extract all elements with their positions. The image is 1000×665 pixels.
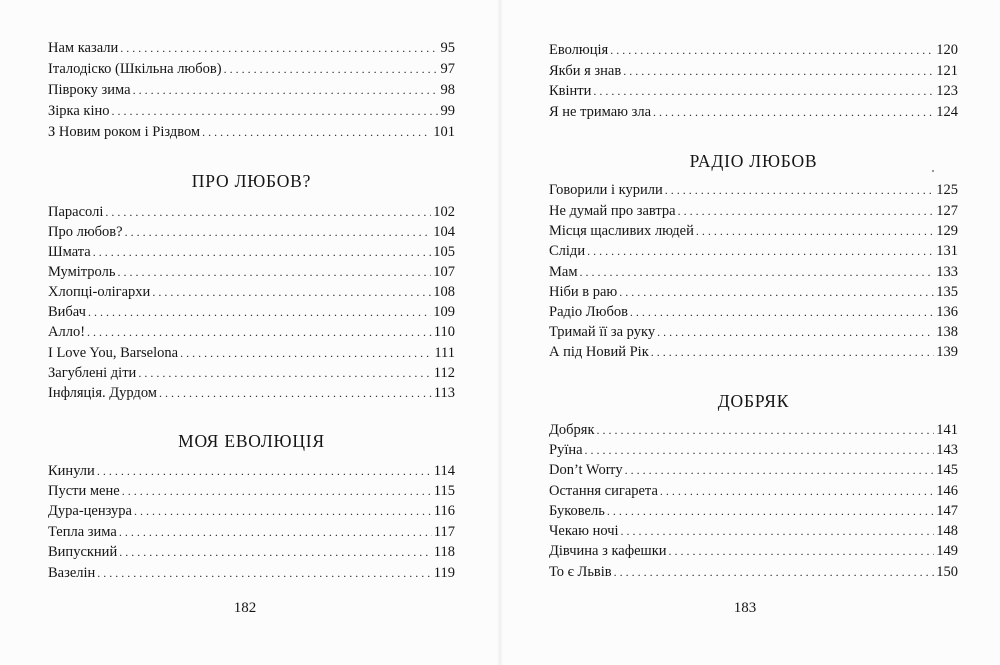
toc-leader-dots (607, 501, 934, 521)
toc-leader-dots (696, 221, 934, 241)
toc-entry-page: 104 (433, 224, 455, 240)
toc-entry (48, 242, 455, 262)
toc-leader-dots (122, 481, 432, 501)
toc-entry (549, 481, 958, 501)
toc-entry-title: Я не тримаю зла (549, 104, 652, 120)
toc-entry-page: 136 (936, 304, 958, 320)
toc-entry (48, 222, 455, 242)
toc-entry (549, 342, 958, 362)
toc-entry (48, 202, 455, 222)
toc-entry (549, 40, 958, 60)
toc-entry-title: Чекаю ночі (549, 523, 619, 539)
toc-leader-dots (202, 122, 431, 142)
toc-entry (48, 122, 455, 142)
section-heading: РАДІО ЛЮБОВ (689, 151, 818, 171)
toc-entry-title: Буковель (549, 503, 605, 519)
toc-entry-page: 101 (433, 124, 455, 140)
toc-entry (549, 501, 958, 521)
toc-entry (549, 562, 958, 582)
toc-entry-page: 113 (433, 385, 455, 401)
toc-leader-dots (621, 521, 935, 541)
toc-entry (549, 201, 958, 221)
page-number: 182 (233, 600, 257, 616)
toc-entry-title: Руїна (549, 442, 583, 458)
toc-entry-title: Про любов? (48, 224, 123, 240)
toc-entry-page: 98 (440, 82, 455, 98)
toc-entry-title: Випускний (48, 544, 118, 560)
toc-entry-title: Ніби в раю (549, 284, 618, 300)
toc-entry (48, 262, 455, 282)
toc-entry (549, 81, 958, 101)
toc-entry (48, 363, 455, 383)
toc-entry-page: 97 (440, 61, 455, 77)
toc-entry (549, 102, 958, 122)
toc-leader-dots (665, 180, 935, 200)
toc-entry (549, 282, 958, 302)
toc-leader-dots (119, 542, 432, 562)
toc-entry-title: Дура-цензура (48, 503, 132, 519)
toc-entry (549, 61, 958, 81)
toc-leader-dots (678, 201, 935, 221)
toc-entry-title: Нам казали (48, 40, 119, 56)
toc-entry-title: Якби я знав (549, 63, 622, 79)
toc-entry-page: 129 (936, 223, 958, 239)
toc-leader-dots (580, 262, 935, 282)
section-heading: ПРО ЛЮБОВ? (191, 171, 312, 191)
toc-entry-page: 141 (936, 422, 958, 438)
toc-entry-title: З Новим роком і Різдвом (48, 124, 201, 140)
toc-entry (549, 521, 958, 541)
toc-entry-page: 139 (936, 344, 958, 360)
print-speck (932, 170, 934, 172)
toc-leader-dots (120, 38, 438, 58)
toc-leader-dots (112, 101, 439, 121)
toc-entry-page: 124 (936, 104, 958, 120)
toc-leader-dots (125, 222, 432, 242)
toc-entry (48, 322, 455, 342)
toc-entry (48, 59, 455, 79)
toc-entry-page: 149 (936, 543, 958, 559)
toc-entry-page: 109 (433, 304, 455, 320)
toc-leader-dots (585, 440, 935, 460)
toc-entry-title: Кинули (48, 463, 95, 479)
toc-entry-title: Зірка кіно (48, 103, 110, 119)
toc-entry (48, 101, 455, 121)
toc-entry-title: Тепла зима (48, 524, 117, 540)
toc-leader-dots (88, 302, 431, 322)
section-heading: МОЯ ЕВОЛЮЦІЯ (178, 431, 325, 451)
toc-entry (549, 541, 958, 561)
toc-entry-title: Радіо Любов (549, 304, 628, 320)
toc-entry-title: Інфляція. Дурдом (48, 385, 157, 401)
toc-entry-page: 118 (433, 544, 455, 560)
toc-entry-page: 107 (433, 264, 455, 280)
toc-entry (48, 343, 455, 363)
toc-entry (48, 38, 455, 58)
toc-entry (48, 383, 455, 403)
toc-entry-page: 125 (936, 182, 958, 198)
toc-entry-title: Остання сигарета (549, 483, 658, 499)
toc-entry-title: Тримай її за руку (549, 324, 656, 340)
toc-entry-title: А під Новий Рік (549, 344, 649, 360)
toc-leader-dots (134, 501, 432, 521)
toc-entry-page: 150 (936, 564, 958, 580)
toc-entry-title: Алло! (48, 324, 86, 340)
toc-entry-page: 108 (433, 284, 455, 300)
toc-entry (549, 420, 958, 440)
toc-entry (48, 282, 455, 302)
toc-entry-page: 148 (936, 523, 958, 539)
toc-leader-dots (105, 202, 431, 222)
toc-leader-dots (630, 302, 934, 322)
toc-entry-page: 131 (936, 243, 958, 259)
toc-entry-page: 102 (433, 204, 455, 220)
toc-entry-page: 127 (936, 203, 958, 219)
toc-entry-title: Вибач (48, 304, 86, 320)
toc-leader-dots (119, 522, 432, 542)
toc-leader-dots (152, 282, 431, 302)
toc-entry (48, 302, 455, 322)
toc-entry-page: 138 (936, 324, 958, 340)
toc-entry (549, 302, 958, 322)
page-number: 183 (733, 600, 757, 616)
toc-leader-dots (619, 282, 934, 302)
toc-leader-dots (614, 562, 935, 582)
toc-entry-page: 105 (433, 244, 455, 260)
toc-entry-page: 147 (936, 503, 958, 519)
toc-entry-page: 112 (433, 365, 455, 381)
toc-entry-title: Добряк (549, 422, 595, 438)
toc-entry-title: Парасолі (48, 204, 104, 220)
toc-entry (48, 542, 455, 562)
toc-leader-dots (623, 61, 934, 81)
toc-leader-dots (587, 241, 934, 261)
toc-entry-title: Місця щасливих людей (549, 223, 694, 239)
toc-entry-page: 135 (936, 284, 958, 300)
section-heading: ДОБРЯК (717, 391, 790, 411)
toc-entry (549, 241, 958, 261)
toc-leader-dots (97, 563, 431, 583)
toc-entry-title: Don’t Worry (549, 462, 623, 478)
toc-entry (48, 80, 455, 100)
toc-entry (549, 221, 958, 241)
toc-entry-page: 111 (434, 345, 455, 361)
toc-entry-title: Дівчина з кафешки (549, 543, 667, 559)
toc-leader-dots (117, 262, 431, 282)
toc-entry (48, 501, 455, 521)
toc-entry-page: 115 (433, 483, 455, 499)
toc-entry-title: Не думай про завтра (549, 203, 676, 219)
toc-entry-page: 119 (433, 565, 455, 581)
toc-leader-dots (625, 460, 935, 480)
toc-entry-title: Італодіско (Шкільна любов) (48, 61, 222, 77)
toc-entry-title: Квінти (549, 83, 592, 99)
toc-entry-title: Загублені діти (48, 365, 137, 381)
toc-leader-dots (138, 363, 431, 383)
toc-entry (48, 522, 455, 542)
toc-entry (48, 481, 455, 501)
toc-entry-page: 146 (936, 483, 958, 499)
toc-entry-title: Мам (549, 264, 578, 280)
toc-entry-page: 133 (936, 264, 958, 280)
toc-leader-dots (224, 59, 439, 79)
toc-leader-dots (660, 481, 934, 501)
right-page (500, 0, 1000, 665)
toc-entry-title: Еволюція (549, 42, 609, 58)
toc-entry (549, 440, 958, 460)
toc-entry-title: Півроку зима (48, 82, 131, 98)
toc-entry (549, 460, 958, 480)
toc-entry-page: 145 (936, 462, 958, 478)
toc-leader-dots (657, 322, 934, 342)
toc-entry-title: Шмата (48, 244, 91, 260)
toc-entry-page: 117 (433, 524, 455, 540)
toc-entry-page: 116 (433, 503, 455, 519)
toc-leader-dots (593, 81, 934, 101)
toc-leader-dots (669, 541, 935, 561)
toc-entry-page: 95 (440, 40, 455, 56)
toc-entry-page: 110 (433, 324, 455, 340)
toc-leader-dots (159, 383, 432, 403)
toc-entry-page: 121 (936, 63, 958, 79)
toc-leader-dots (596, 420, 934, 440)
toc-leader-dots (87, 322, 432, 342)
toc-entry-page: 120 (936, 42, 958, 58)
toc-entry-title: Пусти мене (48, 483, 120, 499)
toc-entry-title: Говорили і курили (549, 182, 663, 198)
toc-entry-title: То є Львів (549, 564, 612, 580)
toc-entry (549, 180, 958, 200)
toc-entry (549, 262, 958, 282)
toc-entry-title: Хлопці-олігархи (48, 284, 151, 300)
toc-entry (549, 322, 958, 342)
toc-entry-title: Сліди (549, 243, 586, 259)
toc-entry-page: 99 (440, 103, 455, 119)
toc-leader-dots (180, 343, 432, 363)
toc-entry (48, 563, 455, 583)
toc-leader-dots (610, 40, 934, 60)
toc-leader-dots (93, 242, 432, 262)
toc-leader-dots (97, 461, 432, 481)
toc-entry-page: 143 (936, 442, 958, 458)
toc-entry-title: Мумітроль (48, 264, 116, 280)
toc-entry (48, 461, 455, 481)
toc-leader-dots (653, 102, 934, 122)
toc-entry-page: 123 (936, 83, 958, 99)
toc-entry-title: I Love You, Barselona (48, 345, 179, 361)
toc-leader-dots (651, 342, 935, 362)
toc-leader-dots (133, 80, 439, 100)
toc-entry-page: 114 (433, 463, 455, 479)
toc-entry-title: Вазелін (48, 565, 96, 581)
